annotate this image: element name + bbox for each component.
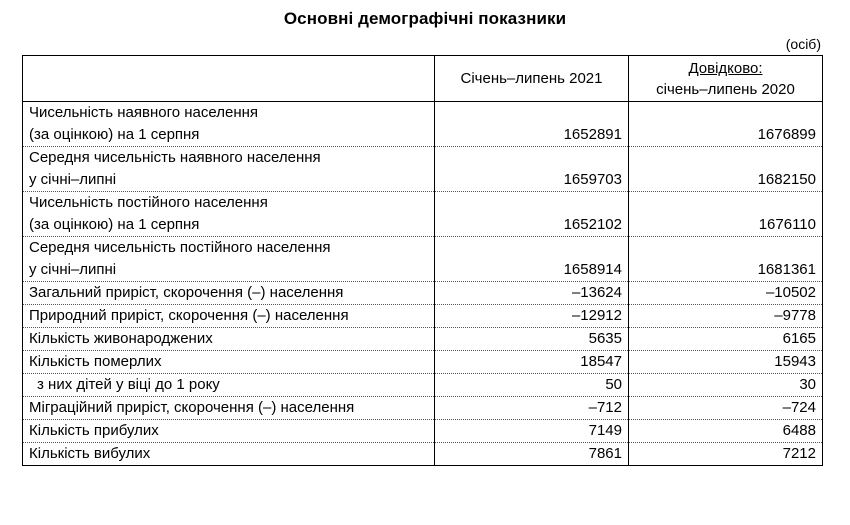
row-label: Кількість живонароджених: [23, 328, 435, 351]
table-row: [23, 147, 823, 192]
value-2020: 1682150: [629, 147, 823, 192]
value-2020: –10502: [629, 282, 823, 305]
demographics-table: [22, 55, 823, 466]
table-row: [23, 374, 823, 397]
value-2021: 1658914: [435, 237, 629, 282]
units-note: (осіб): [785, 36, 821, 52]
table-row: [23, 351, 823, 374]
row-label: Кількість прибулих: [23, 420, 435, 443]
value-2020: 7212: [629, 443, 823, 466]
row-label: [23, 102, 435, 147]
table-row: [23, 397, 823, 420]
row-label: Природний приріст, скорочення (–) населення: [23, 305, 435, 328]
row-label: Кількість вибулих: [23, 443, 435, 466]
table-row: [23, 328, 823, 351]
table-row: [23, 102, 823, 147]
table-row: [23, 443, 823, 466]
value-2020: 6165: [629, 328, 823, 351]
value-2021: 1659703: [435, 147, 629, 192]
value-2020: 1676110: [629, 192, 823, 237]
value-2021: 1652102: [435, 192, 629, 237]
value-2020: 1681361: [629, 237, 823, 282]
row-label-line1: Чисельність постійного населення: [29, 194, 268, 211]
header-reference-period-text: січень–липень 2020: [656, 80, 795, 98]
row-label-line2: у січні–липні: [29, 171, 117, 188]
value-2020: 1676899: [629, 102, 823, 147]
row-label-line2: (за оцінкою) на 1 серпня: [29, 126, 200, 143]
row-label-line1: Середня чисельність наявного населення: [29, 149, 321, 166]
row-label: [23, 192, 435, 237]
table-row: [23, 237, 823, 282]
row-label-line1: Чисельність наявного населення: [29, 104, 259, 121]
header-reference-label: Довідково:: [688, 59, 763, 77]
value-2020: 30: [629, 374, 823, 397]
value-2021: –12912: [435, 305, 629, 328]
value-2021: 5635: [435, 328, 629, 351]
header-current-period: Січень–липень 2021: [435, 56, 629, 102]
table-row: [23, 282, 823, 305]
value-2020: 15943: [629, 351, 823, 374]
row-label-line2: у січні–липні: [29, 261, 117, 278]
row-label: Міграційний приріст, скорочення (–) населення: [23, 397, 435, 420]
value-2020: –724: [629, 397, 823, 420]
page-title: Основні демографічні показники: [283, 9, 567, 28]
value-2021: 18547: [435, 351, 629, 374]
table-header-row: [23, 56, 823, 102]
value-2021: 7149: [435, 420, 629, 443]
row-label: Кількість померлих: [23, 351, 435, 374]
row-label: Загальний приріст, скорочення (–) населення: [23, 282, 435, 305]
value-2021: 1652891: [435, 102, 629, 147]
value-2020: 6488: [629, 420, 823, 443]
row-label: [23, 147, 435, 192]
value-2021: 50: [435, 374, 629, 397]
table-row: [23, 192, 823, 237]
table-row: [23, 420, 823, 443]
value-2020: –9778: [629, 305, 823, 328]
header-empty-cell: [23, 56, 435, 102]
value-2021: –712: [435, 397, 629, 420]
table-row: [23, 305, 823, 328]
row-label-line1: Середня чисельність постійного населення: [29, 239, 331, 256]
value-2021: 7861: [435, 443, 629, 466]
value-2021: –13624: [435, 282, 629, 305]
row-label-line2: (за оцінкою) на 1 серпня: [29, 216, 200, 233]
header-reference-period: [629, 56, 823, 102]
row-label: [23, 237, 435, 282]
row-label: з них дітей у віці до 1 року: [23, 374, 435, 397]
